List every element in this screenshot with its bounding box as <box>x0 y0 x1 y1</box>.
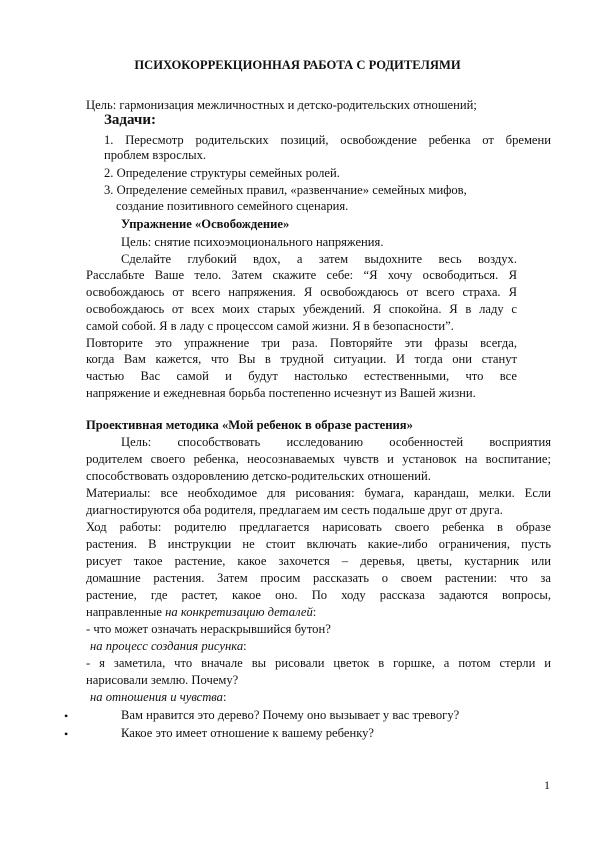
question-2-line-2: нарисовали землю. Почему? <box>86 673 239 687</box>
exercise-text-line: освобождаюсь от всех моих старых убеждений. Я спокойна. Я в ладу с <box>86 302 517 316</box>
process-colon: : <box>243 639 247 653</box>
method-text-line: Ход работы: родителю предлагается нарисовать своего ребенка в образе <box>86 520 551 534</box>
exercise-text-line: напряжение и ежедневная борьба постепенно исчезнут из Вашей жизни. <box>86 386 476 400</box>
bullet-item: Вам нравится это дерево? Почему оно вызывает у вас тревогу? <box>121 708 460 722</box>
exercise-text-line: Повторите это упражнение три раза. Повторяйте эти фразы всегда, <box>86 336 517 350</box>
bullet-item: Какое это имеет отношение к вашему ребенку? <box>121 726 375 740</box>
method-text-line: домашние растения. Затем просим рассказать о своем растении: что за <box>86 571 551 585</box>
task-3-line-2: создание позитивного семейного сценария. <box>116 199 349 213</box>
bullet-icon: • <box>64 727 69 741</box>
method-heading: Проективная методика «Мой ребенок в образе растения» <box>86 418 413 432</box>
relation-italic: на отношения и чувства <box>90 690 223 704</box>
task-3-line-1: 3. Определение семейных правил, «развенчание» семейных мифов, <box>104 183 467 197</box>
exercise-heading: Упражнение «Освобождение» <box>121 217 290 231</box>
question-1: - что может означать нераскрывшийся бутон? <box>86 622 331 636</box>
relation-line <box>90 690 226 705</box>
process-line <box>90 639 247 654</box>
method-text-line: растение, где растет, какое оно. По ходу рассказа задаются вопросы, <box>86 588 551 602</box>
bullet-icon: • <box>64 709 69 723</box>
task-1-line-1: 1. Пересмотр родительских позиций, освобождение ребенка от бремени <box>104 133 551 147</box>
method-text-line: Материалы: все необходимое для рисования: бумага, карандаш, мелки. Если <box>86 486 551 500</box>
method-text-line: рисует такое растение, какое захочется – деревья, цветы, кустарник или <box>86 554 551 568</box>
exercise-text-line: когда Вам кажется, что Вы в трудной ситуации. И тогда они станут <box>86 352 517 366</box>
exercise-text-line: самой собой. Я в ладу с процессом самой жизни. Я в безопасности”. <box>86 319 454 333</box>
directed-text: направленные <box>86 605 166 619</box>
question-2-line-1: - я заметила, что вначале вы рисовали цветок в горшке, а потом стерли и <box>86 656 551 670</box>
page-title: ПСИХОКОРРЕКЦИОННАЯ РАБОТА С РОДИТЕЛЯМИ <box>134 58 461 72</box>
relation-colon: : <box>222 690 227 704</box>
task-1-line-2: проблем взрослых. <box>104 148 207 162</box>
exercise-text-line: Расслабьте Ваше тело. Затем скажите себе: “Я хочу освободиться. Я <box>86 268 517 282</box>
method-text-line: родителем своего ребенка, неосознаваемых чувств и установок на воспитание; <box>86 452 551 466</box>
directed-italic: на конкретизацию деталей <box>165 605 313 619</box>
exercise-goal: Цель: снятие психоэмоционального напряжения. <box>121 235 384 249</box>
exercise-text-line: Сделайте глубокий вдох, а затем выдохните весь воздух. <box>121 252 517 266</box>
method-text-line: способствовать оздоровлению детско-родительских отношений. <box>86 469 431 483</box>
exercise-text-line: освобождаюсь от всего напряжения. Я освобождаюсь от всего страха. Я <box>86 285 517 299</box>
directed-colon: : <box>312 605 317 619</box>
page-number: 1 <box>544 778 550 792</box>
exercise-text-line: частью Вас самой и будут настолько естественными, что все <box>86 369 517 383</box>
directed-line <box>86 605 316 620</box>
goal-line: Цель: гармонизация межличностных и детско-родительских отношений; <box>86 98 477 112</box>
task-2: 2. Определение структуры семейных ролей. <box>104 166 340 180</box>
method-text-line: диагностируются оба родителя, предлагаем им сесть подальше друг от друга. <box>86 503 503 517</box>
method-text-line: растения. В инструкции не стоит включать какие-либо ограничения, пусть <box>86 537 551 551</box>
tasks-heading: Задачи: <box>104 112 157 128</box>
method-text-line: Цель: способствовать исследованию особенностей восприятия <box>121 435 551 449</box>
process-italic: на процесс создания рисунка <box>90 639 244 653</box>
